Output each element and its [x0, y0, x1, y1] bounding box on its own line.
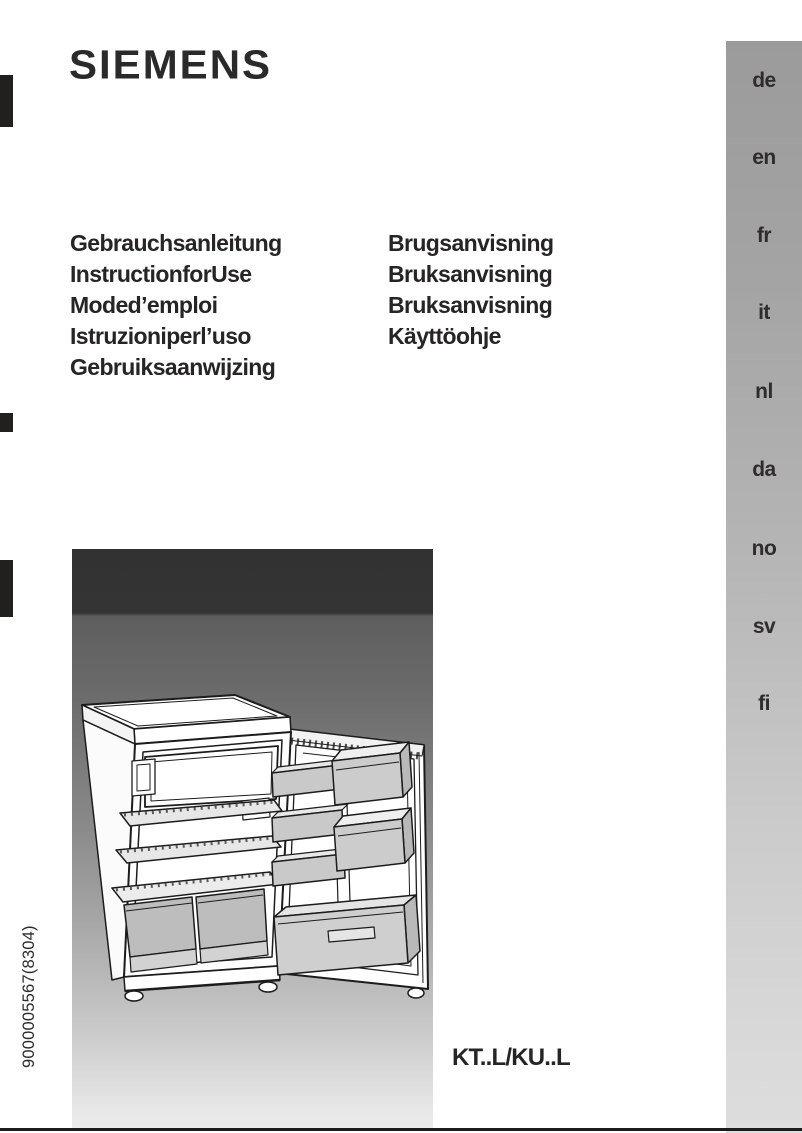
title-column-right [388, 228, 553, 352]
print-registration-mark [0, 75, 13, 127]
print-registration-mark [0, 413, 13, 432]
title-italian: Istruzioniperl’uso [70, 323, 251, 349]
lang-tab-sv: sv [752, 615, 776, 638]
language-sidebar [726, 41, 802, 1133]
title-german: Gebrauchsanleitung [70, 230, 282, 256]
title-dutch: Gebruiksaanwijzing [70, 354, 276, 380]
title-norwegian: Bruksanvisning [388, 261, 553, 287]
document-number: 9000005567(8304) [20, 925, 38, 1068]
lang-tab-nl: nl [755, 380, 773, 403]
bottom-rule [0, 1128, 802, 1131]
title-column-left [70, 228, 282, 383]
lang-tab-fi: fi [758, 692, 770, 715]
refrigerator-line-drawing [72, 549, 433, 1130]
title-french: Moded’emploi [70, 292, 218, 318]
model-code: KT..L/KU..L [452, 1044, 570, 1071]
lang-tab-de: de [752, 69, 776, 92]
lang-tab-fr: fr [756, 224, 772, 247]
title-danish: Brugsanvisning [388, 230, 554, 256]
title-swedish: Bruksanvisning [388, 292, 553, 318]
siemens-logo: SIEMENS [69, 42, 273, 88]
title-english: InstructionforUse [70, 261, 252, 287]
lang-tab-no: no [751, 537, 777, 560]
print-registration-mark [0, 560, 13, 617]
title-finnish: Käyttöohje [388, 323, 501, 349]
lang-tab-da: da [752, 458, 776, 481]
lang-tab-en: en [752, 146, 776, 169]
refrigerator-illustration [72, 549, 433, 1130]
lang-tab-it: it [758, 301, 770, 324]
